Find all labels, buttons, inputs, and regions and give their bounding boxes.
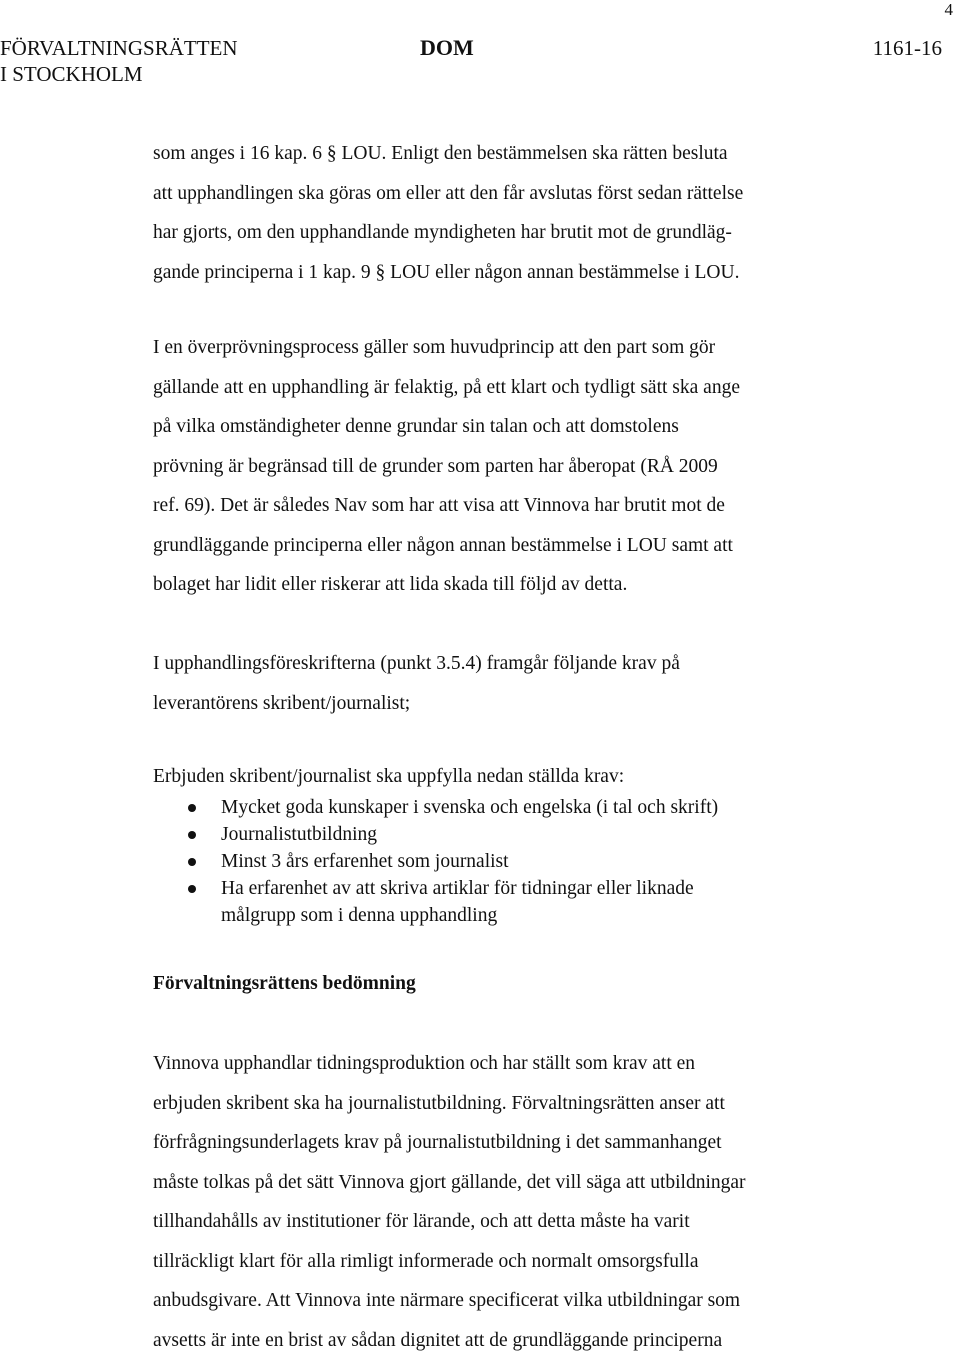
- text-line: tillhandahålls av institutioner för lärande, och att detta måste ha varit: [153, 1202, 873, 1242]
- text-line: som anges i 16 kap. 6 § LOU. Enligt den bestämmelsen ska rätten besluta: [153, 134, 873, 174]
- text-line: anbudsgivare. Att Vinnova inte närmare specificerat vilka utbildningar som: [153, 1281, 873, 1321]
- document-type: DOM: [420, 35, 474, 61]
- list-item: [153, 821, 873, 848]
- text-line: Vinnova upphandlar tidningsproduktion och har ställt som krav att en: [153, 1044, 873, 1084]
- list-item-text: Journalistutbildning: [221, 824, 377, 845]
- text-line: leverantörens skribent/journalist;: [153, 684, 873, 724]
- court-name: [0, 35, 238, 87]
- list-item: [153, 848, 873, 875]
- paragraph-5: [153, 1044, 873, 1360]
- paragraph-2: [153, 328, 873, 605]
- text-line: avsetts är inte en brist av sådan dignitet att de grundläggande principerna: [153, 1321, 873, 1360]
- text-line: I en överprövningsprocess gäller som huvudprincip att den part som gör: [153, 328, 873, 368]
- section-heading: Förvaltningsrättens bedömning: [153, 970, 416, 997]
- list-item-text: Ha erfarenhet av att skriva artiklar för tidningar eller liknade: [221, 875, 873, 902]
- text-line: tillräckligt klart för alla rimligt informerade och normalt omsorgsfulla: [153, 1242, 873, 1282]
- text-line: på vilka omständigheter denne grundar sin talan och att domstolens: [153, 407, 873, 447]
- requirements-intro: Erbjuden skribent/journalist ska uppfylla nedan ställda krav:: [153, 763, 873, 790]
- requirements-list: [153, 794, 873, 929]
- paragraph-1: [153, 134, 873, 292]
- court-name-line-2: I STOCKHOLM: [0, 61, 238, 87]
- text-line: bolaget har lidit eller riskerar att lida skada till följd av detta.: [153, 565, 873, 605]
- text-line: måste tolkas på det sätt Vinnova gjort gällande, det vill säga att utbildningar: [153, 1163, 873, 1203]
- text-line: förfrågningsunderlagets krav på journalistutbildning i det sammanhanget: [153, 1123, 873, 1163]
- court-name-line-1: FÖRVALTNINGSRÄTTEN: [0, 35, 238, 61]
- text-line: gande principerna i 1 kap. 9 § LOU eller någon annan bestämmelse i LOU.: [153, 253, 873, 293]
- bullet-icon: [188, 858, 196, 866]
- bullet-icon: [188, 885, 196, 893]
- list-item-text: Minst 3 års erfarenhet som journalist: [221, 851, 509, 872]
- page-number: 4: [945, 0, 954, 20]
- paragraph-3: [153, 644, 873, 723]
- text-line: I upphandlingsföreskrifterna (punkt 3.5.4) framgår följande krav på: [153, 644, 873, 684]
- text-line: ref. 69). Det är således Nav som har att visa att Vinnova har brutit mot de: [153, 486, 873, 526]
- list-item-text-continued: målgrupp som i denna upphandling: [221, 902, 873, 929]
- text-line: prövning är begränsad till de grunder som parten har åberopat (RÅ 2009: [153, 447, 873, 487]
- text-line: grundläggande principerna eller någon annan bestämmelse i LOU samt att: [153, 526, 873, 566]
- case-number: 1161-16: [873, 35, 942, 61]
- text-line: gällande att en upphandling är felaktig, på ett klart och tydligt sätt ska ange: [153, 368, 873, 408]
- list-item: [153, 794, 873, 821]
- text-line: har gjorts, om den upphandlande myndigheten har brutit mot de grundläg-: [153, 213, 873, 253]
- list-item: [153, 875, 873, 929]
- list-item-text: Mycket goda kunskaper i svenska och engelska (i tal och skrift): [221, 797, 718, 818]
- text-line: att upphandlingen ska göras om eller att den får avslutas först sedan rättelse: [153, 174, 873, 214]
- text-line: erbjuden skribent ska ha journalistutbildning. Förvaltningsrätten anser att: [153, 1084, 873, 1124]
- bullet-icon: [188, 804, 196, 812]
- bullet-icon: [188, 831, 196, 839]
